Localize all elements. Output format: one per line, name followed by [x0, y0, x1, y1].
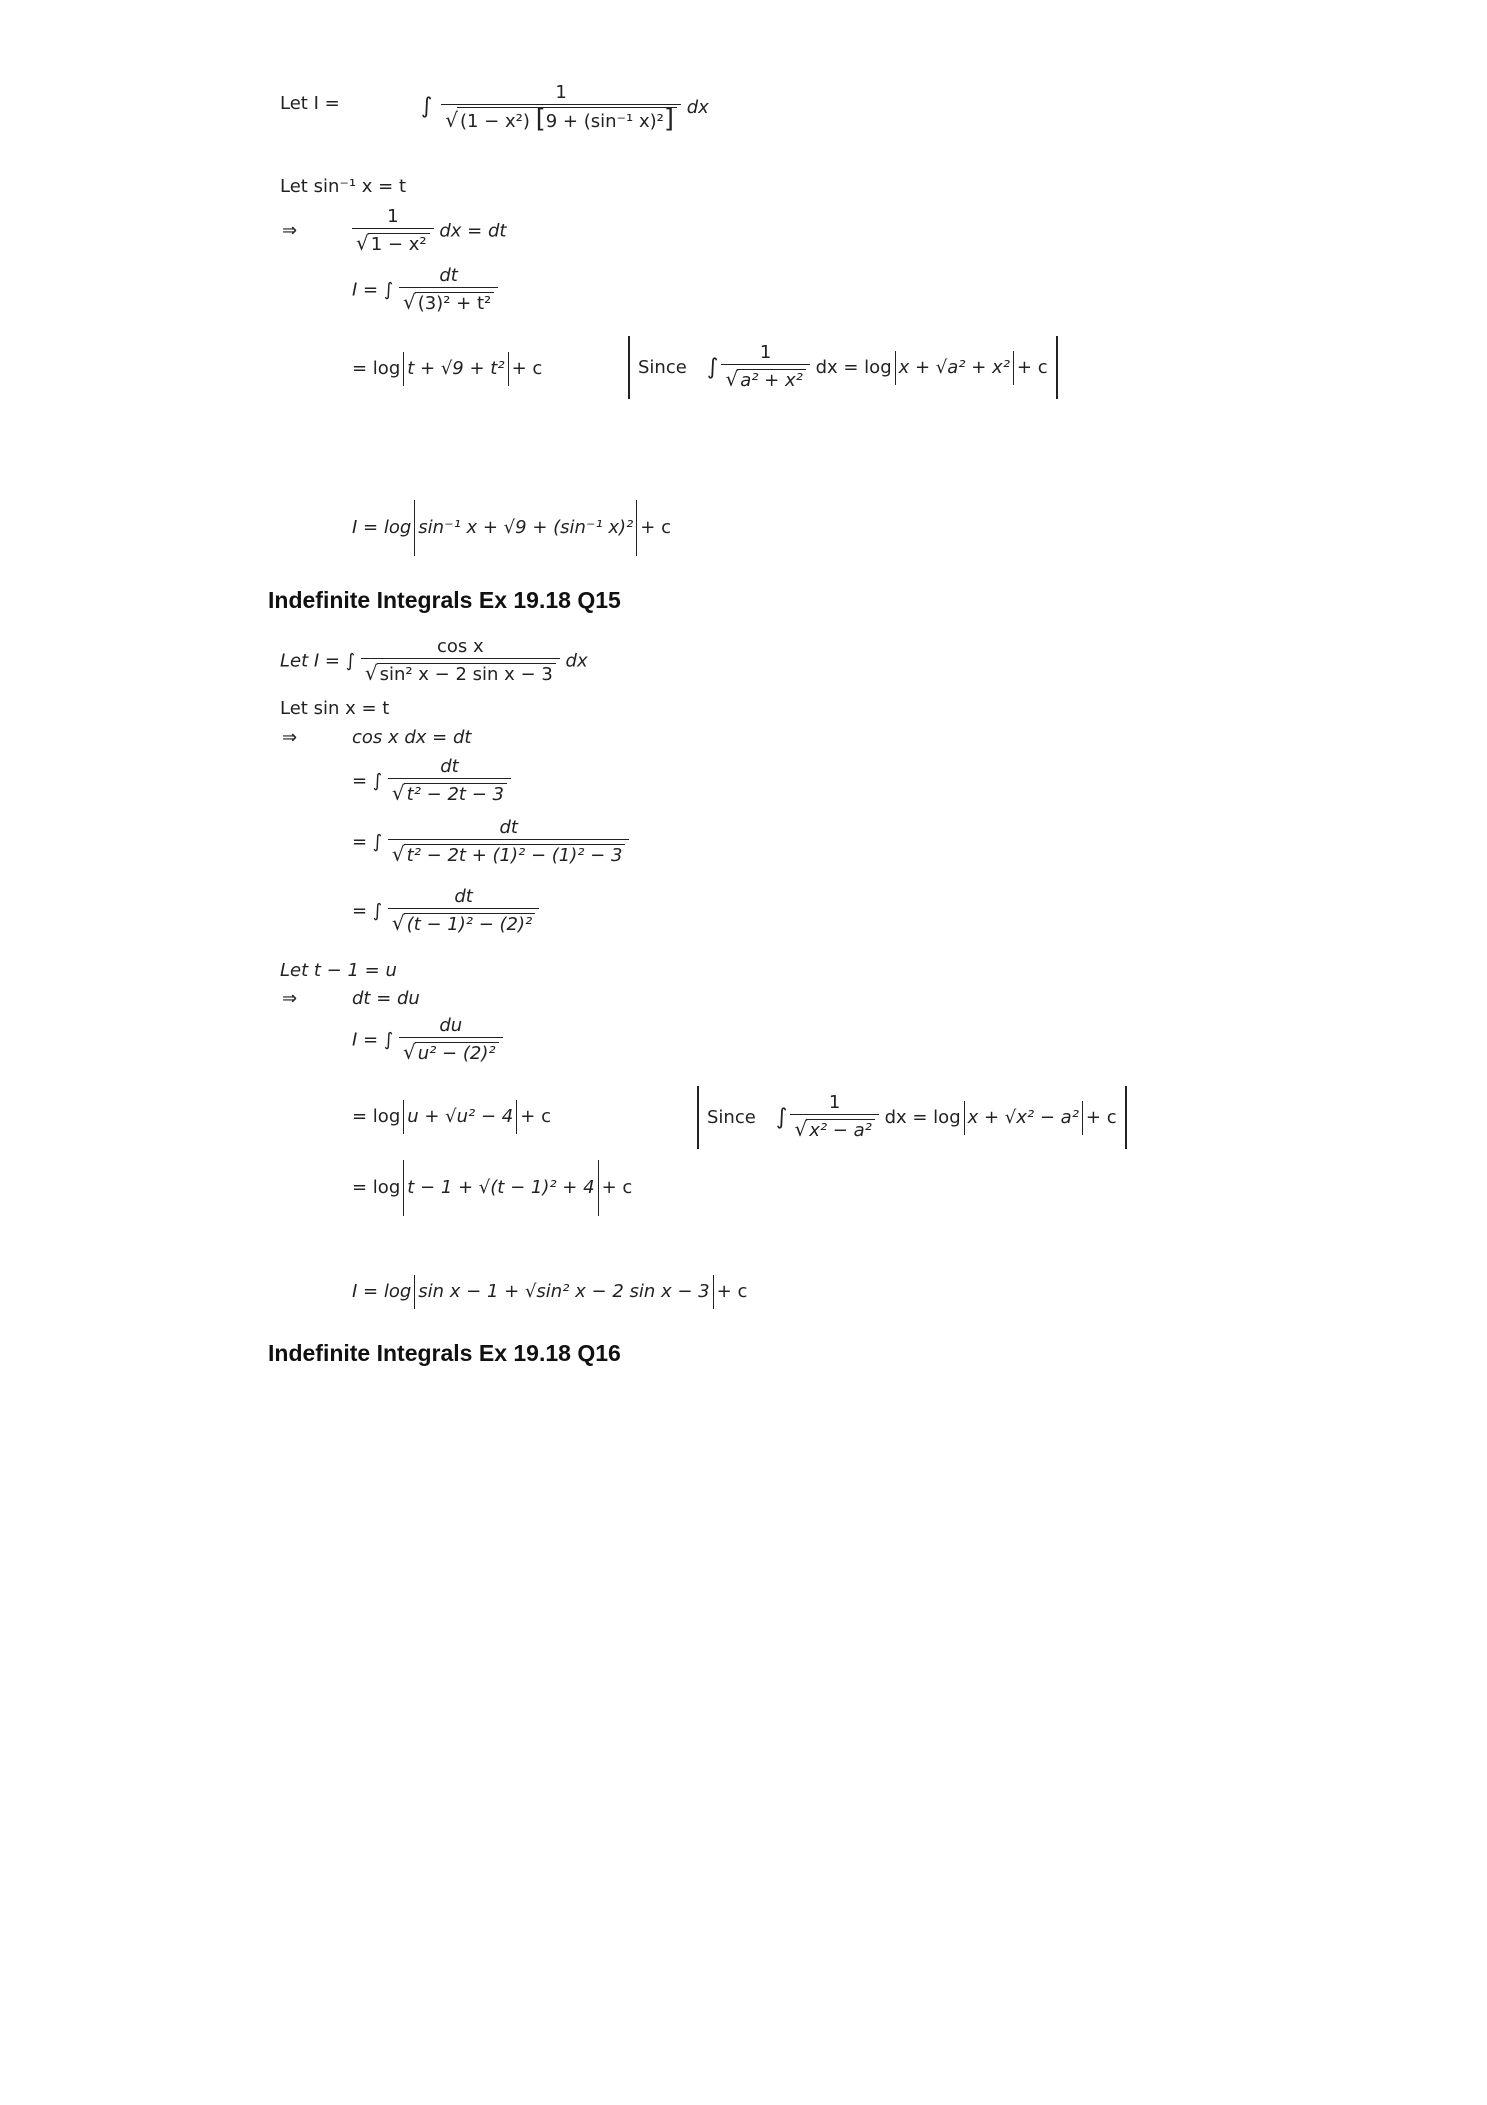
q14-since-inner: x + √a² + x²	[898, 357, 1010, 378]
q14-step3-tail: + c	[511, 358, 543, 379]
q15-step6-lhs: = log	[352, 1177, 401, 1198]
q14-step2-lhs: I = ∫	[352, 279, 394, 301]
q15-dx: dx	[565, 650, 588, 672]
q15-since-num: 1	[828, 1092, 841, 1113]
q15-let-i: Let I = ∫ $\frac{\text{cos x}}{\text{√ sin² x − 2 sin x − 3}}$ dx	[280, 636, 588, 685]
q15-step3-den: (t − 1)² − (2)²	[404, 913, 536, 936]
q14-result	[352, 500, 671, 556]
heading-q16: Indefinite Integrals Ex 19.18 Q16	[268, 1340, 621, 1366]
q15-step1-den: t² − 2t − 3	[404, 783, 507, 806]
q14-result-lhs: I = log	[352, 517, 412, 538]
q15-since-tail: + c	[1085, 1107, 1117, 1128]
q14-step1-rhs: dx = dt	[439, 220, 507, 242]
q15-step3-lhs: = ∫	[352, 900, 383, 922]
q14-integrand: ∫ $\frac{1}{\text{√ (1 − x²) [9 + (sin⁻¹ x)²]}}$ dx	[421, 82, 709, 134]
q14-step2: I = ∫ $\frac{dt}{\text{√ (3)² + t²}}$	[352, 265, 498, 316]
q14-dx: dx	[686, 97, 709, 118]
q15-step1: = ∫ $\frac{dt}{\text{√ t² − 2t − 3}}$	[352, 756, 511, 807]
q14-result-tail: + c	[640, 517, 671, 538]
q14-let-i: Let I =	[280, 93, 340, 114]
q14-step3	[352, 352, 542, 386]
heading-q15: Indefinite Integrals Ex 19.18 Q15	[268, 587, 621, 613]
q14-result-inner: sin⁻¹ x + √9 + (sin⁻¹ x)²	[418, 517, 634, 538]
q15-step4-lhs: I = ∫	[352, 1029, 394, 1051]
q14-since-tail: + c	[1016, 357, 1048, 378]
q14-since-box: Since ∫ $\frac{1}{\text{√ a² + x²}}$ dx = log x + √a² + x² + c	[628, 336, 1058, 399]
q15-step5-tail: + c	[520, 1106, 551, 1127]
q15-since-label: Since	[707, 1107, 756, 1128]
q15-result-inner: sin x − 1 + √sin² x − 2 sin x − 3	[418, 1281, 710, 1302]
q14-since-rhs: dx = log	[815, 357, 892, 378]
q15-step4: I = ∫ $\frac{du}{\text{√ u² − (2)²}}$	[352, 1015, 503, 1066]
q14-integrand-den-a: (1 − x²)	[459, 111, 530, 132]
q15-step3: = ∫ $\frac{dt}{\text{√ (t − 1)² − (2)²}}$	[352, 886, 539, 937]
q14-integrand-den-b: 9 + (sin⁻¹ x)²	[545, 111, 664, 132]
q15-step2-lhs: = ∫	[352, 831, 383, 853]
q15-step4-den: u² − (2)²	[415, 1042, 499, 1065]
q15-implies: ⇒	[282, 727, 298, 748]
q14-since-num: 1	[759, 342, 772, 363]
q14-implies: ⇒	[282, 220, 298, 241]
q15-step2: = ∫ $\frac{dt}{\text{√ t² − 2t + (1)² − (1)² − 3}}$	[352, 817, 629, 868]
q15-implies2: ⇒	[282, 988, 298, 1009]
q15-step5-lhs: = log	[352, 1106, 401, 1127]
q15-sub-rhs: cos x dx = dt	[352, 727, 472, 748]
q15-let-u: Let t − 1 = u	[280, 960, 397, 981]
q15-let-i-text: Let I = ∫	[280, 650, 356, 672]
q15-step1-num: dt	[440, 756, 459, 777]
q15-result-lhs: I = log	[352, 1281, 412, 1302]
q15-step2-den: t² − 2t + (1)² − (1)² − 3	[404, 844, 626, 867]
q15-result-tail: + c	[716, 1281, 748, 1302]
q15-step5-inner: u + √u² − 4	[407, 1106, 514, 1127]
q14-step3-lhs: = log	[352, 358, 401, 379]
q14-step1-den: 1 − x²	[368, 233, 430, 256]
q15-step4-num: du	[439, 1015, 463, 1036]
q15-step1-lhs: = ∫	[352, 770, 383, 792]
q15-step5	[352, 1100, 551, 1134]
q14-since-label: Since	[638, 357, 687, 378]
q14-let-sub: Let sin⁻¹ x = t	[280, 176, 407, 197]
q15-step6-inner: t − 1 + √(t − 1)² + 4	[407, 1177, 595, 1198]
q15-step2-num: dt	[499, 817, 518, 838]
q14-step2-den: (3)² + t²	[415, 292, 495, 315]
q15-since-inner: x + √x² − a²	[967, 1107, 1079, 1128]
q15-du-rhs: dt = du	[352, 988, 420, 1009]
q15-integrand-num: cos x	[436, 636, 484, 657]
q14-since-den: a² + x²	[737, 369, 806, 392]
q14-step2-num: dt	[439, 265, 458, 286]
q15-since-rhs: dx = log	[884, 1107, 961, 1128]
q15-step3-num: dt	[454, 886, 473, 907]
q15-step6-tail: + c	[601, 1177, 633, 1198]
q14-step3-inner: t + √9 + t²	[407, 358, 505, 379]
q14-step1-num: 1	[387, 206, 399, 227]
q15-let-sub: Let sin x = t	[280, 698, 390, 719]
q14-integrand-num: 1	[555, 82, 567, 103]
q14-step1: $\frac{1}{\text{√ 1 − x²}}$ dx = dt	[352, 206, 506, 257]
q15-result	[352, 1275, 747, 1309]
q15-integrand-den: sin² x − 2 sin x − 3	[377, 663, 556, 686]
q15-since-den: x² − a²	[806, 1119, 875, 1142]
q15-since-box: Since ∫ $\frac{1}{\text{√ x² − a²}}$ dx = log x + √x² − a² + c	[697, 1086, 1127, 1149]
q15-step6	[352, 1160, 632, 1216]
